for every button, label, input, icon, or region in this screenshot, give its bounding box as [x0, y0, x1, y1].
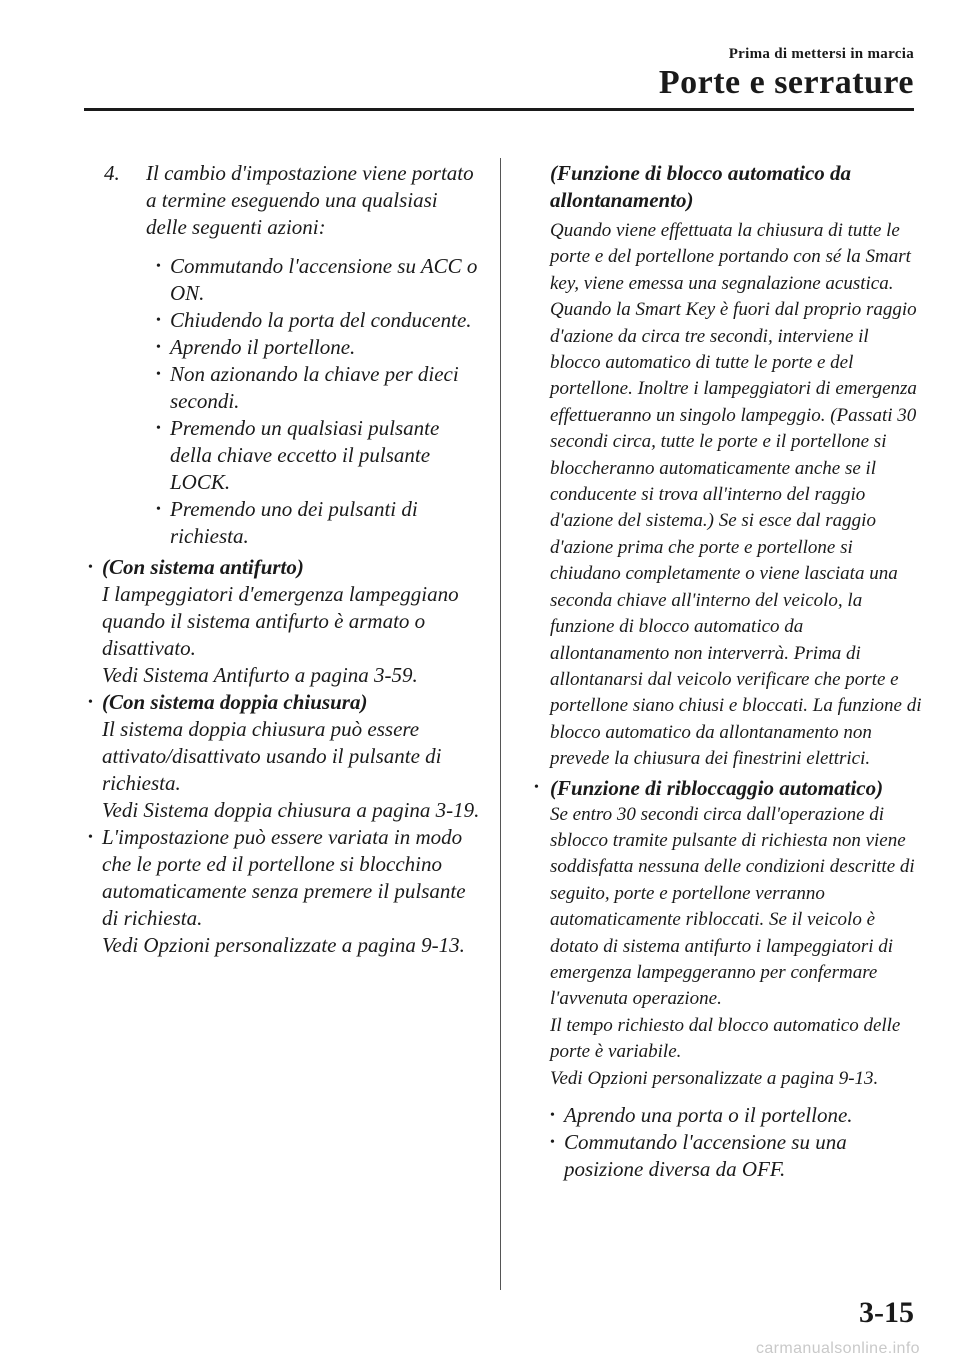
list-item: • Premendo un qualsiasi pulsante della chiave eccetto il pulsante LOCK. [156, 416, 440, 494]
bullet-icon: • [156, 502, 161, 517]
bullet-icon: • [550, 1108, 555, 1123]
left-column [88, 160, 480, 959]
setting-text: L'impostazione può essere variata in modo che le porte ed il portellone si blocchino automaticamente senza premere il pulsante di richiesta. [102, 825, 466, 930]
bullet-icon: • [550, 1135, 555, 1150]
item-number: 4. [104, 161, 120, 185]
bullet-icon: • [156, 421, 161, 436]
autolock-block [532, 160, 922, 773]
relock-block [532, 775, 922, 1092]
relock-text: Se entro 30 secondi circa dall'operazione di sblocco tramite pulsante di richiesta non viene soddisfatta nessuna delle condizioni descritte di seguito, porte e portellone verranno automaticamente ribloccati. Se il veicolo è dotato di sistema antifurto i lampeggiatori di emergenza lampeggeranno per confermare l'avvenuta operazione. [550, 803, 915, 1010]
doublelock-title: (Con sistema doppia chiusura) [102, 690, 368, 714]
autolock-title: (Funzione di blocco automatico da allontanamento) [550, 161, 852, 212]
bullet-icon: • [88, 560, 93, 575]
setting-block [88, 824, 480, 959]
list-item: • Aprendo una porta o il portellone. [550, 1103, 853, 1127]
antitheft-title: (Con sistema antifurto) [102, 555, 304, 579]
setting-ref: Vedi Opzioni personalizzate a pagina 9-13. [102, 933, 465, 957]
relock-sub-list [532, 1102, 922, 1183]
item-text: Il cambio d'impostazione viene portato a termine eseguendo una qualsiasi delle seguenti azioni: [146, 161, 474, 239]
right-column [532, 160, 922, 1183]
header-rule [84, 108, 914, 111]
autolock-text: Quando viene effettuata la chiusura di tutte le porte e del portellone portando con sé la Smart key, viene emessa una segnalazione acustica. Quando la Smart Key è fuori dal proprio raggio d'azione da circa tre secondi, interviene il blocco automatico di tutte le porte e del portellone. Inoltre i lampeggiatori di emergenza effettueranno un singolo lampeggio. (Passati 30 secondi circa, tutte le porte e il portellone si bloccheranno automaticamente anche se il conducente si trova all'interno del raggio d'azione del sistema.) Se si esce dal raggio d'azione prima che porte e portellone si chiudano completamente o viene lasciata una seconda chiave all'interno del veicolo, la funzione di blocco automatico da allontanamento non interverrà. Prima di allontanarsi dal veicolo verificare che porte e portellone siano chiusi e bloccati. La funzione di blocco automatico da allontanamento non prevede la chiusura dei finestrini elettrici. [550, 220, 922, 770]
column-divider [500, 158, 501, 1290]
list-item: • Premendo uno dei pulsanti di richiesta. [156, 497, 418, 548]
antitheft-ref: Vedi Sistema Antifurto a pagina 3-59. [102, 663, 418, 687]
relock-text-2: Il tempo richiesto dal blocco automatico delle porte è variabile. [550, 1014, 901, 1063]
bullet-icon: • [88, 695, 93, 710]
list-item: • Non azionando la chiave per dieci secondi. [156, 362, 459, 413]
bullet-icon: • [156, 367, 161, 382]
watermark: carmanualsonline.info [755, 1340, 920, 1357]
header-section: Prima di mettersi in marcia [728, 46, 914, 62]
bullet-icon: • [156, 340, 161, 355]
doublelock-text: Il sistema doppia chiusura può essere attivato/disattivato usando il pulsante di richiesta. [102, 717, 442, 795]
relock-ref: Vedi Opzioni personalizzate a pagina 9-13. [550, 1067, 879, 1089]
doublelock-block [88, 689, 480, 824]
relock-title: (Funzione di ribloccaggio automatico) [550, 775, 884, 800]
doublelock-ref: Vedi Sistema doppia chiusura a pagina 3-19. [102, 798, 480, 822]
bullet-icon: • [156, 313, 161, 328]
sub-list [88, 253, 480, 550]
list-item: • Chiudendo la porta del conducente. [156, 308, 472, 332]
list-item: • Aprendo il portellone. [156, 335, 356, 359]
bullet-icon: • [156, 259, 161, 274]
bullet-icon: • [534, 779, 539, 795]
bullet-icon: • [88, 830, 93, 845]
list-item: • Commutando l'accensione su ACC o ON. [156, 254, 478, 305]
list-item: • Commutando l'accensione su una posizione diversa da OFF. [550, 1130, 847, 1181]
antitheft-text: I lampeggiatori d'emergenza lampeggiano quando il sistema antifurto è armato o disattivato. [102, 582, 459, 660]
page-title: Porte e serrature [658, 64, 914, 101]
numbered-item-4 [104, 160, 480, 241]
antitheft-block [88, 554, 480, 689]
page-number: 3-15 [859, 1296, 914, 1329]
